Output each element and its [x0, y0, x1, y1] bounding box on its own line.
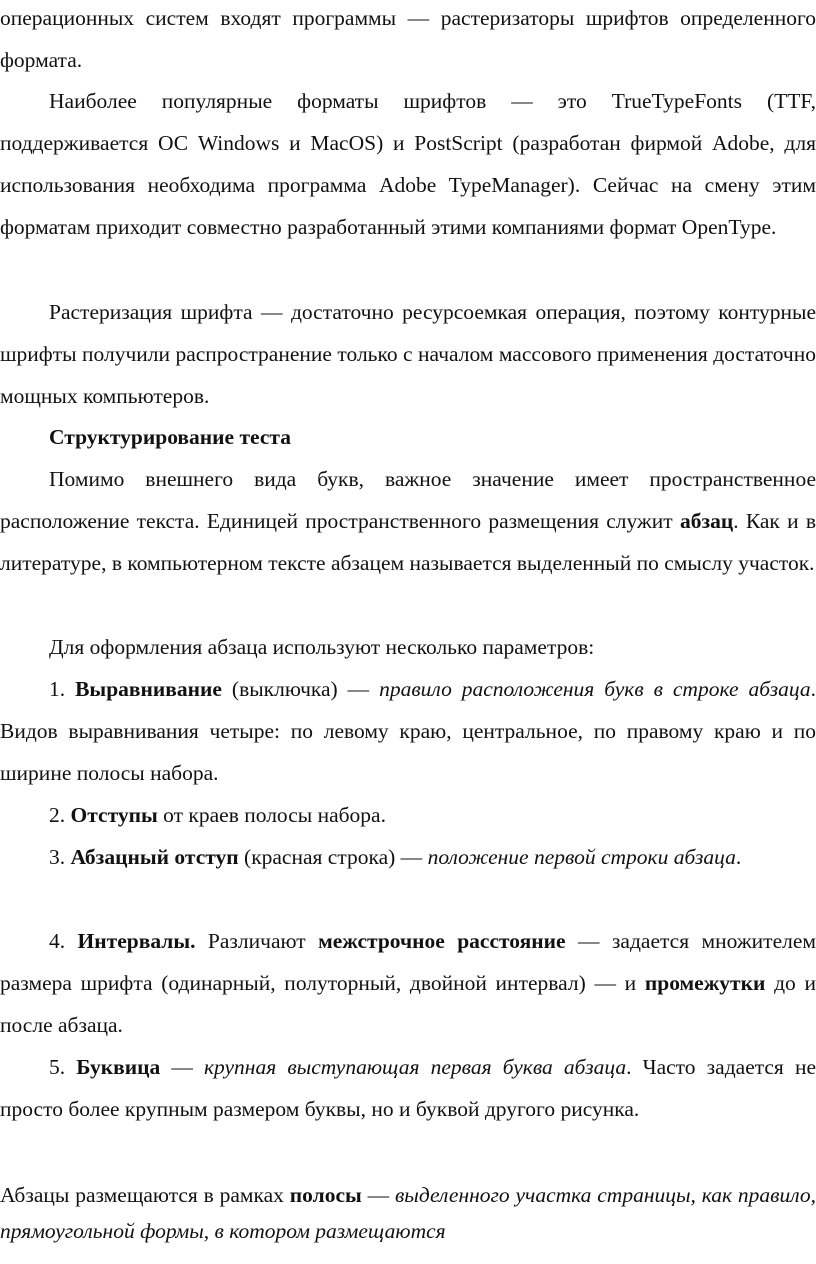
list-item-intervals: 4. Интервалы. Различают межстрочное расстояние — задается множителем размера шрифта (одинарный, полуторный, двойной интервал) — и промежутки до и после абзаца. [0, 929, 816, 1037]
paragraph-rasterizers: операционных систем входят программы — растеризаторы шрифтов определенного формата. [0, 6, 816, 72]
section-heading: Структурирование теста [49, 425, 291, 449]
paragraph-font-formats: Наиболее популярные форматы шрифтов — это TrueTypeFonts (TTF, поддерживается ОС Windows и MacOS) и PostScript (разработан фирмой Adobe, для использования необходима программа Adobe TypeManager). Сейчас на смену этим форматам приходит совместно разработанный этими компаниями формат OpenType. [0, 89, 816, 239]
list-item-alignment: 1. Выравнивание (выключка) — правило расположения букв в строке абзаца. Видов выравнивания четыре: по левому краю, центральное, по правому краю и по ширине полосы набора. [0, 677, 816, 785]
paragraph-strip: Абзацы размещаются в рамках полосы — выделенного участка страницы, как правило, прямоугольной формы, в котором размещаются [0, 1183, 816, 1243]
paragraph-parameters-intro: Для оформления абзаца используют несколько параметров: [49, 635, 595, 659]
paragraph-rasterization: Растеризация шрифта — достаточно ресурсоемкая операция, поэтому контурные шрифты получили распространение только с началом массового применения достаточно мощных компьютеров. [0, 300, 816, 408]
list-item-indents: 2. Отступы от краев полосы набора. [49, 803, 386, 827]
paragraph-structure: Помимо внешнего вида букв, важное значение имеет пространственное расположение текста. Единицей пространственного размещения служит абзац. Как и в литературе, в компьютерном тексте абзацем называется выделенный по смыслу участок. [0, 467, 816, 575]
list-item-first-line-indent: 3. Абзацный отступ (красная строка) — положение первой строки абзаца. [49, 845, 742, 869]
list-item-drop-cap: 5. Буквица — крупная выступающая первая буква абзаца. Часто задается не просто более крупным размером буквы, но и буквой другого рисунка. [0, 1055, 816, 1121]
